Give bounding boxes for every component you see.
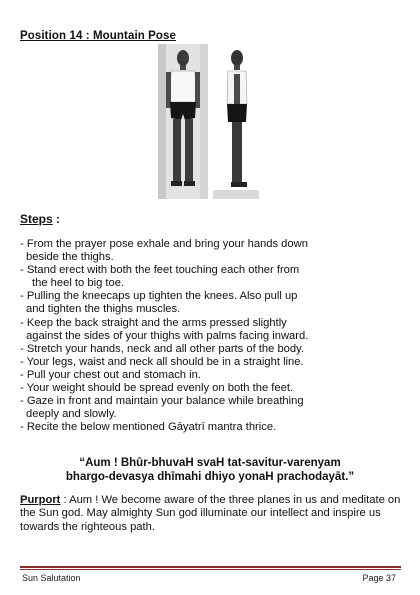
step-line: - Your weight should be spread evenly on both the feet. [20, 382, 294, 395]
step-item [20, 369, 405, 382]
gayatri-mantra [20, 456, 400, 484]
step-item [20, 421, 405, 434]
steps-heading-label: Steps [20, 212, 53, 226]
step-line-continued: against the sides of your thighs with palms facing inward. [26, 329, 309, 342]
footer-divider-thin [20, 569, 401, 570]
step-line: - Your legs, waist and neck all should be in a straight line. [20, 355, 304, 368]
page-title: Position 14 : Mountain Pose [20, 30, 177, 42]
step-line-continued: deeply and slowly. [26, 408, 117, 421]
steps-list [20, 238, 405, 434]
step-item [20, 395, 405, 421]
footer-book-title: Sun Salutation [22, 573, 81, 583]
step-item [20, 343, 405, 356]
step-item [20, 290, 405, 316]
step-item [20, 238, 405, 264]
step-line: - Pulling the kneecaps up tighten the knees. Also pull up [20, 290, 298, 303]
front-figure-illustration [158, 44, 208, 199]
mantra-line-1: “Aum ! Bhūr-bhuvaH svaH tat-savitur-varenyam [79, 457, 341, 469]
steps-heading [20, 212, 60, 226]
step-item [20, 264, 405, 290]
step-line-continued: and tighten the thighs muscles. [26, 303, 181, 316]
mountain-pose-front-photo [158, 44, 208, 199]
step-line: - Keep the back straight and the arms pressed slightly [20, 316, 287, 329]
step-line: - Pull your chest out and stomach in. [20, 368, 201, 381]
steps-heading-colon: : [52, 212, 61, 226]
footer-page-number: Page 37 [362, 573, 396, 583]
mountain-pose-side-photo [213, 44, 259, 199]
step-line: - Recite the below mentioned Gāyatrī mantra thrice. [20, 421, 277, 434]
side-figure-illustration [213, 44, 259, 199]
step-line-continued: the heel to big toe. [32, 277, 125, 290]
step-line: - Stretch your hands, neck and all other parts of the body. [20, 342, 304, 355]
step-line: - Stand erect with both the feet touching each other from [20, 264, 300, 277]
step-line: - Gaze in front and maintain your balance while breathing [20, 395, 304, 408]
step-item [20, 317, 405, 343]
step-item [20, 356, 405, 369]
step-item [20, 382, 405, 395]
purport-paragraph [20, 494, 405, 534]
mantra-line-2: bhargo-devasya dhīmahi dhiyo yonaH prachodayāt.” [65, 471, 355, 483]
step-line: - From the prayer pose exhale and bring your hands down [20, 238, 308, 250]
purport-label: Purport [20, 494, 61, 506]
step-line-continued: beside the thighs. [26, 251, 114, 264]
purport-text: : Aum ! We become aware of the three planes in us and meditate on the Sun god. May almighty Sun god illuminate our intellect and inspire us towards the righteous path. [20, 494, 401, 533]
footer-divider-thick [20, 566, 401, 568]
